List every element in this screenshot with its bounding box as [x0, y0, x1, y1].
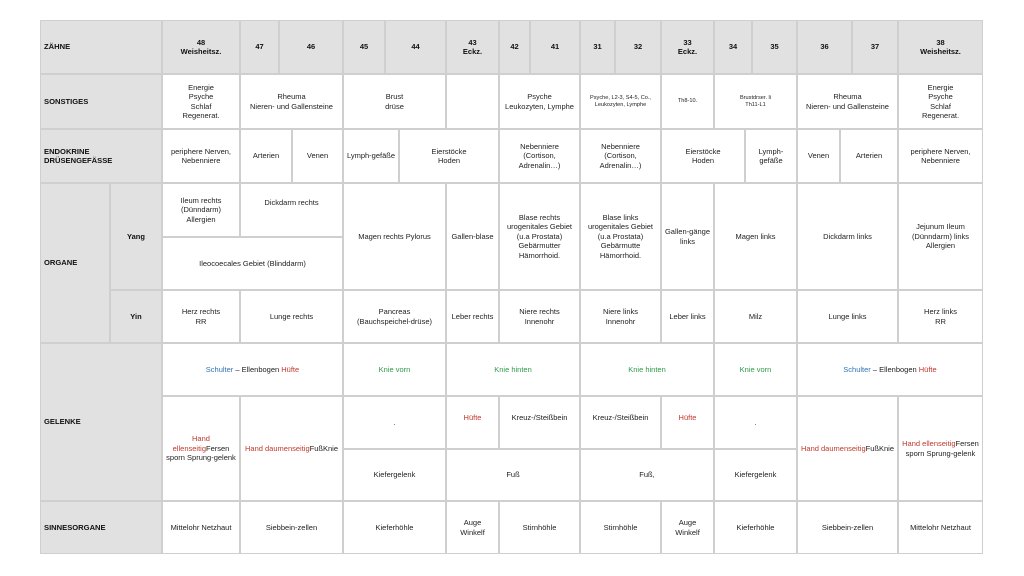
- endokrine-31-32: Nebenniere (Cortison, Adrenalin…): [580, 129, 661, 183]
- sonstiges-36-37: Rheuma Nieren- und Gallensteine: [797, 74, 898, 129]
- organe-gallengaenge: Gallen-gänge links: [661, 183, 714, 290]
- gelenke-dot-links: .: [714, 396, 797, 449]
- gelenke-schulter-label: Schulter: [205, 364, 234, 374]
- organe-yang-48: Ileum rechts (Dünndarm) Allergien: [162, 183, 240, 237]
- tooth-42: 42: [499, 20, 530, 74]
- sinne-47-46: Siebbein-zellen: [240, 501, 343, 554]
- row-label-yin: Yin: [110, 290, 162, 343]
- gelenke-kiefergelenk-rechts: Kiefergelenk: [343, 449, 446, 501]
- sinne-42-41: Stirnhöhle: [499, 501, 580, 554]
- gelenke-huefte-label: Hüfte: [281, 364, 300, 374]
- sonstiges-43: [446, 74, 499, 129]
- sonstiges-42-41: Psyche Leukozyten, Lymphe: [499, 74, 580, 129]
- row-label-zaehne: ZÄHNE: [40, 20, 162, 74]
- sonstiges-48: Energie Psyche Schlaf Regenerat.: [162, 74, 240, 129]
- organe-jejunum: Jejunum Ileum (Dünndarm) links Allergien: [898, 183, 983, 290]
- sinne-38: Mittelohr Netzhaut: [898, 501, 983, 554]
- sonstiges-31-32: Psyche, L2-3, S4-5, Co., Leukozyten, Lymphe: [580, 74, 661, 129]
- gelenke-huefte-label: Hüfte: [918, 364, 937, 374]
- organe-ileocoecal: Ileocoecales Gebiet (Blinddarm): [162, 237, 343, 290]
- sinne-43: Auge Winkelf: [446, 501, 499, 554]
- organe-dickdarm-links: Dickdarm links: [797, 183, 898, 290]
- gelenke-hand-38: [898, 396, 983, 501]
- tooth-36: 36: [797, 20, 852, 74]
- row-label-organe: ORGANE: [40, 183, 110, 343]
- gelenke-hand-daumenseitig: Hand daumenseitig: [801, 443, 866, 453]
- organe-lunge-rechts: Lunge rechts: [240, 290, 343, 343]
- tooth-48: 48 Weisheitsz.: [162, 20, 240, 74]
- tooth-33: 33 Eckz.: [661, 20, 714, 74]
- organe-blase-rechts: Blase rechts urogenitales Gebiet (u.a Prostata) Gebärmutter Hämorrhoid.: [499, 183, 580, 290]
- endokrine-46: Venen: [292, 129, 343, 183]
- tooth-37: 37: [852, 20, 898, 74]
- gelenke-huefte-links: Hüfte: [661, 396, 714, 449]
- organe-lunge-links: Lunge links: [797, 290, 898, 343]
- organe-gallenblase: Gallen-blase: [446, 183, 499, 290]
- endokrine-33-34: Eierstöcke Hoden: [661, 129, 745, 183]
- organe-leber-links: Leber links: [661, 290, 714, 343]
- tooth-46: 46: [279, 20, 343, 74]
- endokrine-47: Arterien: [240, 129, 292, 183]
- gelenke-fuss-links: Fuß,: [580, 449, 714, 501]
- endokrine-35: Lymph-gefäße: [745, 129, 797, 183]
- gelenke-knie-hinten-rechts: Knie hinten: [446, 343, 580, 396]
- gelenke-fuss-knie: FußKnie: [865, 443, 894, 453]
- sinne-45-44: Kieferhöhle: [343, 501, 446, 554]
- organe-leber-rechts: Leber rechts: [446, 290, 499, 343]
- organe-yang-47-46: Dickdarm rechts: [240, 183, 343, 237]
- gelenke-hand-daumenseitig: Hand daumenseitig: [245, 443, 310, 453]
- organe-magen-links: Magen links: [714, 183, 797, 290]
- gelenke-hand-47-46: [240, 396, 343, 501]
- sonstiges-45-44: Brust drüse: [343, 74, 446, 129]
- endokrine-37: Arterien: [840, 129, 898, 183]
- organe-herz-rechts: Herz rechts RR: [162, 290, 240, 343]
- gelenke-schulter-rechts: [162, 343, 343, 396]
- tooth-32: 32: [615, 20, 661, 74]
- sinne-36-37: Siebbein-zellen: [797, 501, 898, 554]
- row-label-sonstiges: SONSTIGES: [40, 74, 162, 129]
- row-label-sinnesorgane: SINNESORGANE: [40, 501, 162, 554]
- row-label-endokrine: ENDOKRINE DRÜSENGEFÄSSE: [40, 129, 162, 183]
- gelenke-ellenbogen-label: – Ellenbogen: [233, 364, 282, 374]
- gelenke-fuss-knie: FußKnie: [309, 443, 338, 453]
- organe-blase-links: Blase links urogenitales Gebiet (u.a Prostata) Gebärmutte Hämorrhoid.: [580, 183, 661, 290]
- endokrine-42-41: Nebenniere (Cortison, Adrenalin…): [499, 129, 580, 183]
- organe-milz: Milz: [714, 290, 797, 343]
- gelenke-schulter-label: Schulter: [843, 364, 871, 374]
- gelenke-huefte-rechts: Hüfte: [446, 396, 499, 449]
- tooth-35: 35: [752, 20, 797, 74]
- gelenke-schulter-links: [797, 343, 983, 396]
- row-label-gelenke: GELENKE: [40, 343, 162, 501]
- endokrine-38: periphere Nerven, Nebenniere: [898, 129, 983, 183]
- gelenke-knie-vorn-links: Knie vorn: [714, 343, 797, 396]
- tooth-44: 44: [385, 20, 446, 74]
- endokrine-44-43: Eierstöcke Hoden: [399, 129, 499, 183]
- sinne-33: Auge Winkelf: [661, 501, 714, 554]
- tooth-43: 43 Eckz.: [446, 20, 499, 74]
- gelenke-knie-hinten-links: Knie hinten: [580, 343, 714, 396]
- endokrine-45: Lymph-gefäße: [343, 129, 399, 183]
- tooth-31: 31: [580, 20, 615, 74]
- endokrine-36: Venen: [797, 129, 840, 183]
- sonstiges-34-35: Brustdrser. li Th11-L1: [714, 74, 797, 129]
- gelenke-hand-ellenseitig: Hand ellenseitig: [172, 434, 210, 453]
- endokrine-48: periphere Nerven, Nebenniere: [162, 129, 240, 183]
- organe-pancreas: Pancreas (Bauchspeichel-drüse): [343, 290, 446, 343]
- row-label-yang: Yang: [110, 183, 162, 290]
- sinne-48: Mittelohr Netzhaut: [162, 501, 240, 554]
- gelenke-fuss-rechts: Fuß: [446, 449, 580, 501]
- gelenke-hand-36-37: [797, 396, 898, 501]
- gelenke-ellenbogen-label: – Ellenbogen: [870, 364, 919, 374]
- sonstiges-47-46: Rheuma Nieren- und Gallensteine: [240, 74, 343, 129]
- gelenke-fersensporn: Fersen sporn Sprung-gelenk: [905, 439, 979, 458]
- tooth-38: 38 Weisheitsz.: [898, 20, 983, 74]
- sonstiges-38: Energie Psyche Schlaf Regenerat.: [898, 74, 983, 129]
- tooth-45: 45: [343, 20, 385, 74]
- gelenke-fersensporn: Fersen sporn Sprung-gelenk: [166, 443, 236, 463]
- sinne-34-35: Kieferhöhle: [714, 501, 797, 554]
- tooth-47: 47: [240, 20, 279, 74]
- organe-niere-links: Niere links Innenohr: [580, 290, 661, 343]
- organe-herz-links: Herz links RR: [898, 290, 983, 343]
- organe-niere-rechts: Niere rechts Innenohr: [499, 290, 580, 343]
- sonstiges-33: Th8-10.: [661, 74, 714, 129]
- gelenke-dot-rechts: .: [343, 396, 446, 449]
- gelenke-knie-vorn-rechts: Knie vorn: [343, 343, 446, 396]
- tooth-34: 34: [714, 20, 752, 74]
- gelenke-hand-ellenseitig: Hand ellenseitig: [902, 439, 956, 449]
- organe-magen-rechts: Magen rechts Pylorus: [343, 183, 446, 290]
- gelenke-kreuz-links: Kreuz-/Steißbein: [580, 396, 661, 449]
- gelenke-kreuz-rechts: Kreuz-/Steißbein: [499, 396, 580, 449]
- tooth-41: 41: [530, 20, 580, 74]
- gelenke-kiefergelenk-links: Kiefergelenk: [714, 449, 797, 501]
- sinne-31-32: Stirnhöhle: [580, 501, 661, 554]
- gelenke-hand-48: [162, 396, 240, 501]
